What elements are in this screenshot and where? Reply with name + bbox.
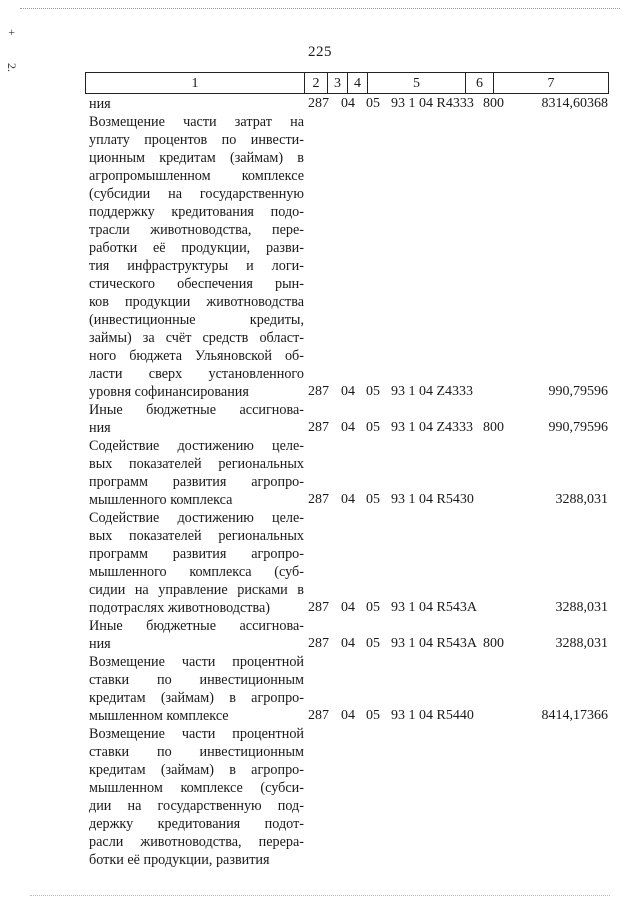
row-description xyxy=(89,509,304,617)
description-line: (инвестиционные кредиты, xyxy=(89,312,304,328)
code-pr: 05 xyxy=(366,96,380,111)
row-codes xyxy=(308,599,608,617)
code-rz: 04 xyxy=(341,492,355,507)
description-line: стического обеспечения рын- xyxy=(89,276,304,292)
row-sum: 3288,031 xyxy=(555,600,608,615)
code-pr: 05 xyxy=(366,636,380,651)
description-line: уплату процентов по инвести- xyxy=(89,132,304,148)
row-description xyxy=(89,725,304,869)
code-ved: 287 xyxy=(308,492,329,507)
code-ved: 287 xyxy=(308,636,329,651)
table-row xyxy=(0,113,640,401)
bottom-scan-edge xyxy=(30,895,610,896)
code-pr: 05 xyxy=(366,492,380,507)
row-codes xyxy=(308,635,608,653)
description-line: ботки её продукции, развития xyxy=(89,852,270,868)
code-csr: 93 1 04 R543A xyxy=(391,600,477,615)
description-line: агропромышленном комплексе xyxy=(89,168,304,184)
code-pr: 05 xyxy=(366,384,380,399)
top-scan-edge xyxy=(20,8,620,9)
table-row xyxy=(0,509,640,617)
margin-mark: + xyxy=(5,29,19,36)
description-line: ния xyxy=(89,420,111,436)
description-line: мышленного комплекса (суб- xyxy=(89,564,304,580)
header-col-6: 6 xyxy=(466,73,494,93)
row-codes xyxy=(308,851,608,869)
description-line: трасли животноводства, пере- xyxy=(89,222,304,238)
description-line: подотраслях животноводства) xyxy=(89,600,271,616)
description-line: ласти сверх установленного xyxy=(89,366,304,382)
code-ved: 287 xyxy=(308,600,329,615)
description-line: ционным кредитам (займам) в xyxy=(89,150,304,166)
description-line: мышленного комплекса xyxy=(89,492,233,508)
row-codes xyxy=(308,491,608,509)
code-csr: 93 1 04 R543A xyxy=(391,636,477,651)
description-line: тия инфраструктуры и логи- xyxy=(89,258,304,274)
code-rz: 04 xyxy=(341,636,355,651)
page-number: 225 xyxy=(308,44,332,60)
row-sum: 8314,60368 xyxy=(541,96,608,111)
row-description xyxy=(89,113,304,401)
description-line: вых показателей региональных xyxy=(89,528,304,544)
description-line: кредитам (займам) в агропро- xyxy=(89,762,304,778)
description-line: ния xyxy=(89,96,111,112)
description-line: вых показателей региональных xyxy=(89,456,304,472)
description-line: Иные бюджетные ассигнова- xyxy=(89,402,304,418)
code-ved: 287 xyxy=(308,708,329,723)
header-col-4: 4 xyxy=(348,73,368,93)
description-line: мышленном комплексе xyxy=(89,708,229,724)
code-ved: 287 xyxy=(308,420,329,435)
description-line: сидии на управление рисками в xyxy=(89,582,304,598)
description-line: ставки по инвестиционным xyxy=(89,672,304,688)
header-col-5: 5 xyxy=(368,73,466,93)
description-line: ставки по инвестиционным xyxy=(89,744,304,760)
code-pr: 05 xyxy=(366,420,380,435)
description-line: Возмещение части процентной xyxy=(89,726,304,742)
table-row xyxy=(0,437,640,509)
description-line: Содействие достижению целе- xyxy=(89,510,304,526)
description-line: дии на государственную под- xyxy=(89,798,304,814)
table-row xyxy=(0,725,640,869)
code-csr: 93 1 04 R4333 xyxy=(391,96,474,111)
margin-mark: 2. xyxy=(5,63,19,72)
description-line: программ развития агропро- xyxy=(89,474,304,490)
code-rz: 04 xyxy=(341,420,355,435)
description-line: держку кредитования подот- xyxy=(89,816,304,832)
row-description xyxy=(89,617,304,653)
row-codes xyxy=(308,383,608,401)
description-line: ков продукции животноводства xyxy=(89,294,304,310)
description-line: ного бюджета Ульяновской об- xyxy=(89,348,304,364)
code-ved: 287 xyxy=(308,384,329,399)
description-line: расли животноводства, перера- xyxy=(89,834,304,850)
row-sum: 990,79596 xyxy=(548,384,608,399)
description-line: поддержку кредитования подо- xyxy=(89,204,304,220)
code-vr: 800 xyxy=(483,420,504,435)
table-body xyxy=(0,95,640,869)
header-col-1: 1 xyxy=(86,73,305,93)
description-line: займы) за счёт средств област- xyxy=(89,330,304,346)
code-vr: 800 xyxy=(483,96,504,111)
code-csr: 93 1 04 Z4333 xyxy=(391,420,474,435)
description-line: ния xyxy=(89,636,111,652)
code-rz: 04 xyxy=(341,384,355,399)
code-csr: 93 1 04 R5440 xyxy=(391,708,474,723)
row-sum: 990,79596 xyxy=(548,420,608,435)
code-vr: 800 xyxy=(483,636,504,651)
row-description xyxy=(89,653,304,725)
description-line: Иные бюджетные ассигнова- xyxy=(89,618,304,634)
row-description xyxy=(89,437,304,509)
code-pr: 05 xyxy=(366,600,380,615)
header-col-3: 3 xyxy=(328,73,348,93)
row-codes xyxy=(308,95,608,113)
row-codes xyxy=(308,707,608,725)
code-pr: 05 xyxy=(366,708,380,723)
description-line: мышленном комплексе (субси- xyxy=(89,780,304,796)
description-line: Содействие достижению целе- xyxy=(89,438,304,454)
row-sum: 8414,17366 xyxy=(541,708,608,723)
header-col-7: 7 xyxy=(547,76,555,91)
row-description xyxy=(89,401,304,437)
code-ved: 287 xyxy=(308,96,329,111)
description-line: программ развития агропро- xyxy=(89,546,304,562)
table-row xyxy=(0,401,640,437)
table-header-row xyxy=(85,72,609,94)
row-sum: 3288,031 xyxy=(555,492,608,507)
description-line: уровня софинансирования xyxy=(89,384,249,400)
header-col-2: 2 xyxy=(305,73,328,93)
code-rz: 04 xyxy=(341,600,355,615)
row-description xyxy=(89,95,304,113)
code-csr: 93 1 04 Z4333 xyxy=(391,384,474,399)
row-sum: 3288,031 xyxy=(555,636,608,651)
table-row xyxy=(0,617,640,653)
description-line: (субсидии на государственную xyxy=(89,186,304,202)
code-rz: 04 xyxy=(341,708,355,723)
description-line: работки её продукции, разви- xyxy=(89,240,304,256)
description-line: кредитам (займам) в агропро- xyxy=(89,690,304,706)
code-rz: 04 xyxy=(341,96,355,111)
row-codes xyxy=(308,419,608,437)
table-row xyxy=(0,653,640,725)
code-csr: 93 1 04 R5430 xyxy=(391,492,474,507)
description-line: Возмещение части процентной xyxy=(89,654,304,670)
description-line: Возмещение части затрат на xyxy=(89,114,304,130)
table-row xyxy=(0,95,640,113)
